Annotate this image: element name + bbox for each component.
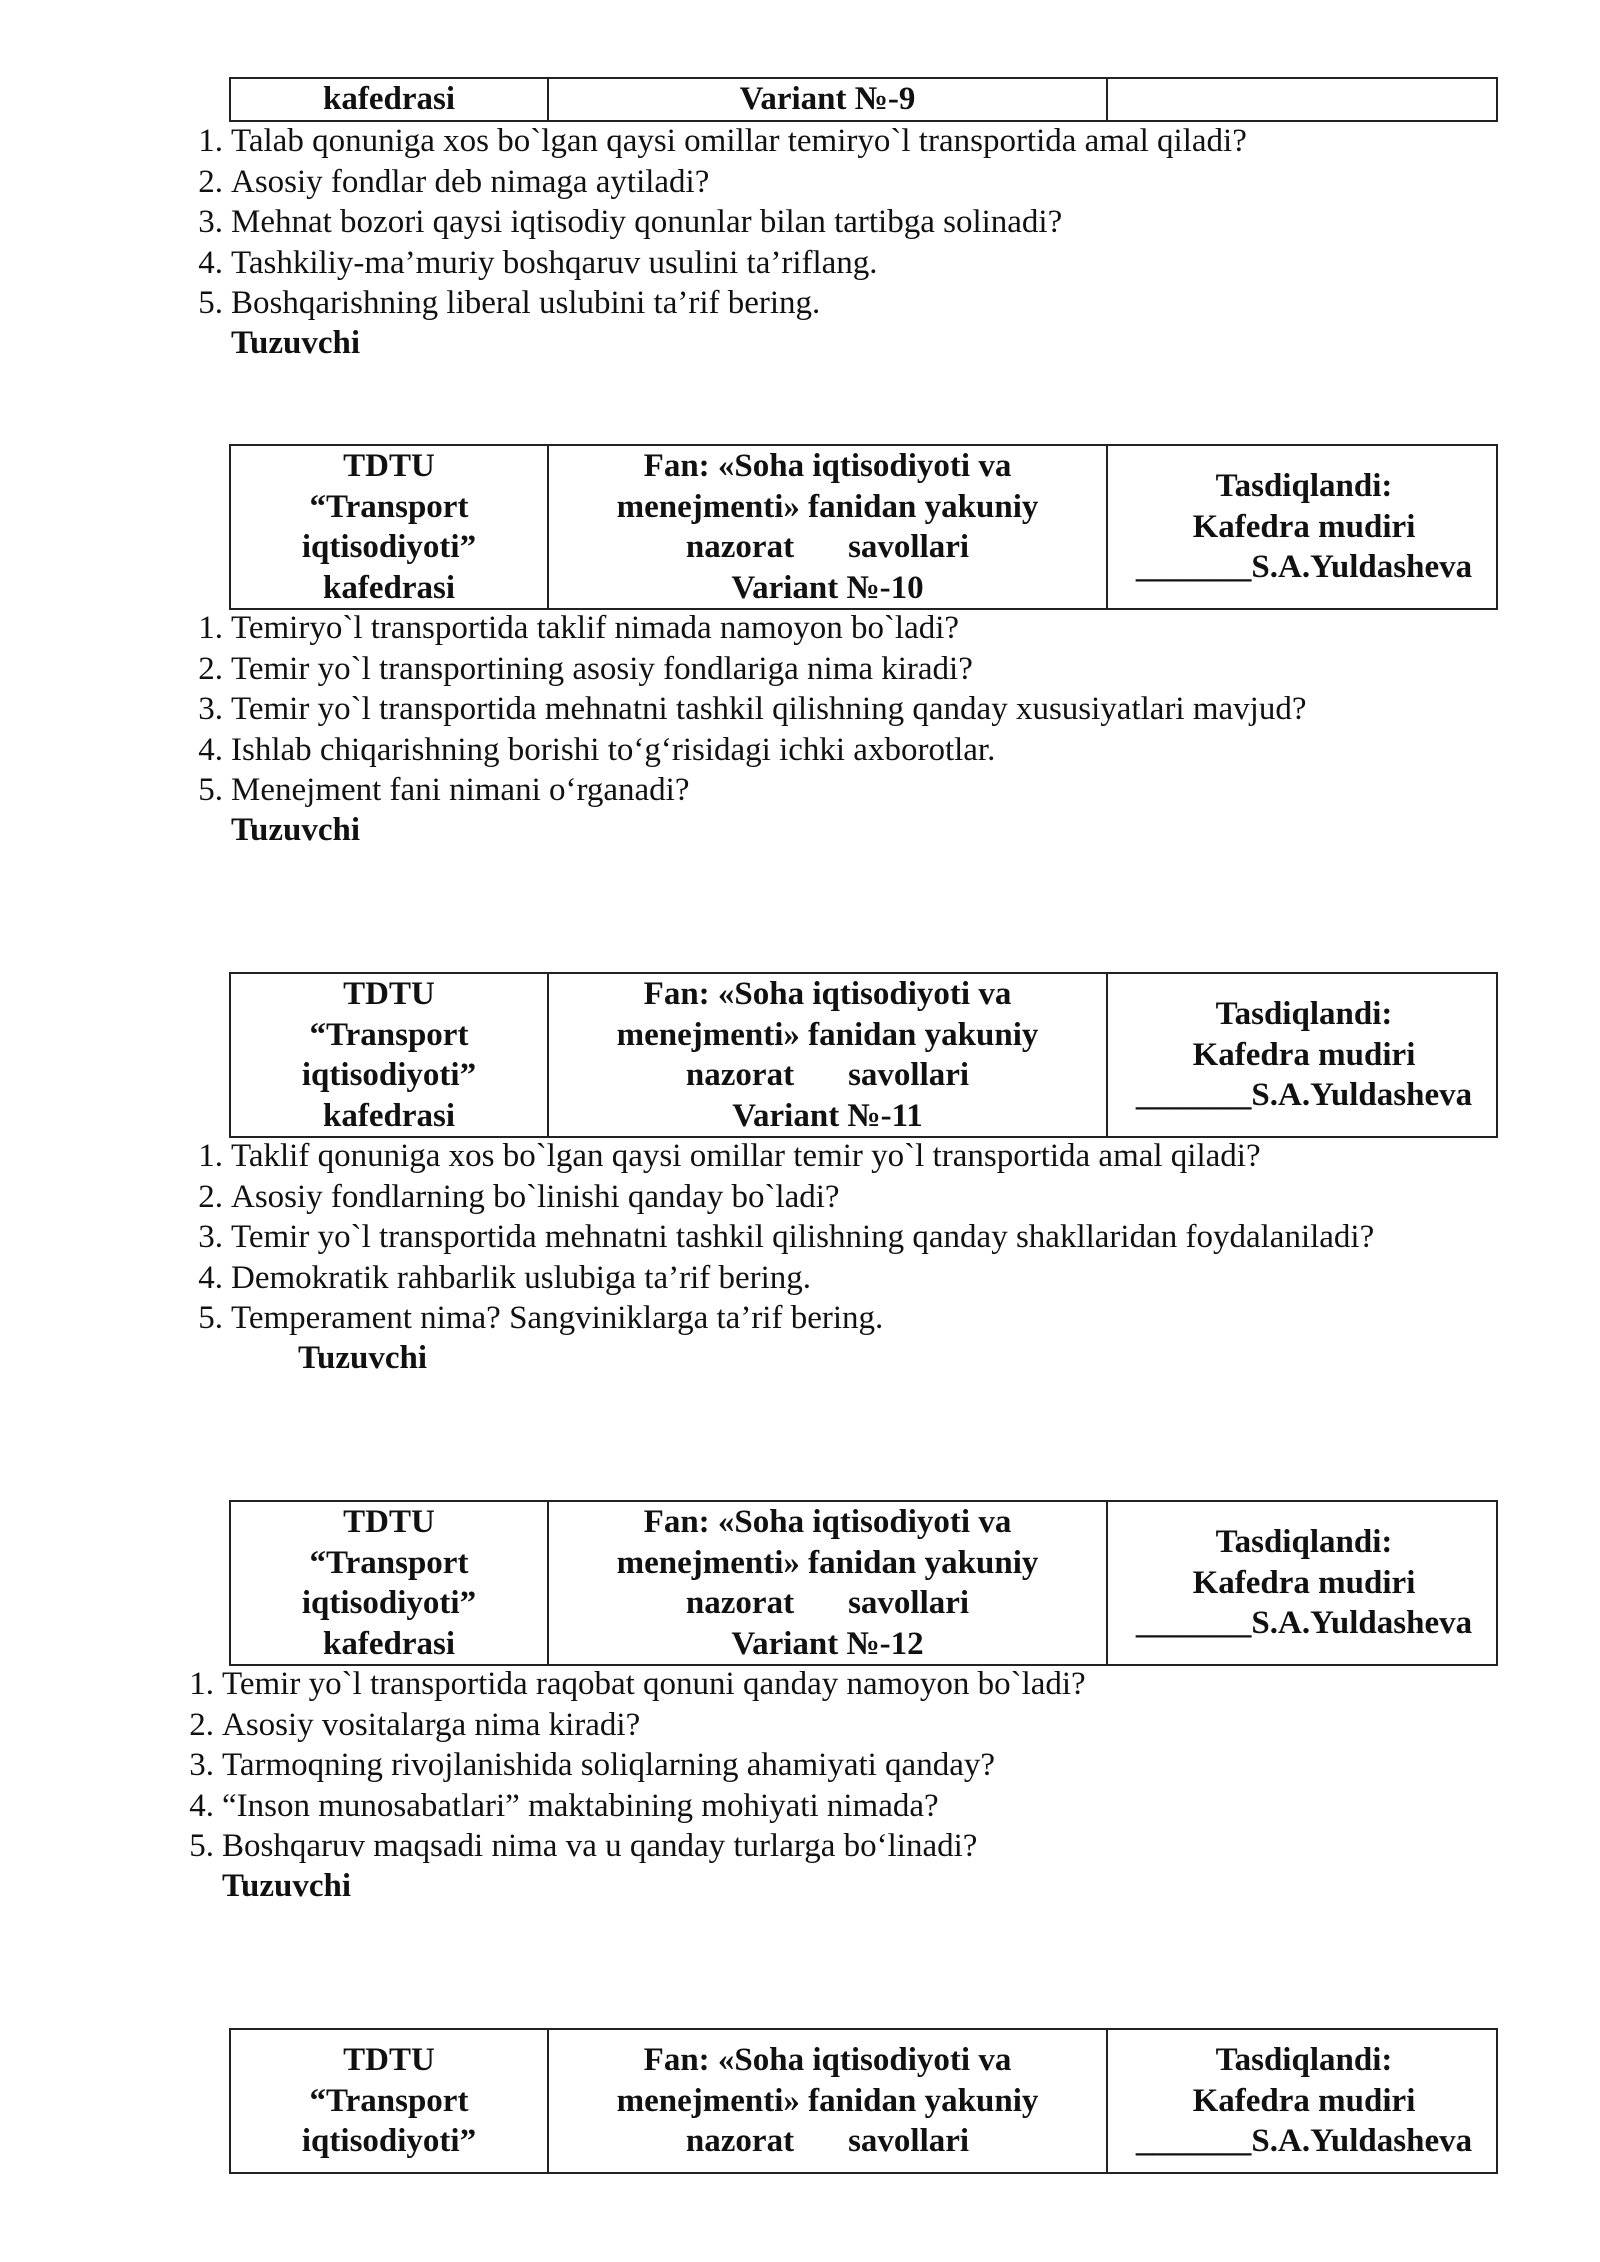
variant-9-header-table	[229, 77, 1498, 122]
question-item: 3. Mehnat bozori qaysi iqtisodiy qonunlar bilan tartibga solinadi?	[198, 204, 1063, 240]
subject-line1: Fan: «Soha iqtisodiyoti va	[643, 1504, 1012, 1540]
subject-line1: Fan: «Soha iqtisodiyoti va	[643, 2042, 1012, 2078]
question-list	[198, 608, 1307, 811]
question-item: 1. Temir yo`l transportida raqobat qonuni qanday namoyon bo`ladi?	[189, 1666, 1086, 1702]
approved-label: Tasdiqlandi:	[1215, 996, 1393, 1033]
variant-12-header-table	[229, 1500, 1498, 1666]
university-cell	[230, 1501, 548, 1665]
department-name-line1: “Transport	[309, 488, 469, 525]
university-cell	[230, 2029, 548, 2173]
question-list	[198, 121, 1247, 324]
department-name-line1: “Transport	[309, 1544, 469, 1581]
subject-line1: Fan: «Soha iqtisodiyoti va	[643, 448, 1012, 484]
question-item: 3. Temir yo`l transportida mehnatni tashkil qilishning qanday xususiyatlari mavjud?	[198, 691, 1307, 727]
university-cell	[230, 445, 548, 609]
variant-title-cell	[548, 78, 1107, 121]
question-item: 5. Temperament nima? Sangviniklarga ta’rif bering.	[198, 1300, 884, 1336]
variant-title: Variant №-11	[732, 1097, 923, 1134]
author-label: Tuzuvchi	[222, 1868, 352, 1904]
question-item: 4. “Inson munosabatlari” maktabining mohiyati nimada?	[189, 1787, 939, 1824]
department-name-line2: iqtisodiyoti”	[301, 529, 477, 565]
department-label: kafedrasi	[323, 1625, 455, 1662]
question-list	[198, 1136, 1375, 1339]
next-variant-header-table	[229, 2028, 1498, 2174]
head-of-department-label: Kafedra mudiri	[1192, 1036, 1416, 1073]
subject-cell	[548, 2029, 1107, 2173]
subject-line3: nazorat savollari	[685, 1585, 970, 1621]
subject-line2: menejmenti» fanidan yakuniy	[616, 1544, 1039, 1581]
question-item: 5. Boshqaruv maqsadi nima va u qanday turlarga bo‘linadi?	[189, 1828, 978, 1864]
variant-10-header-table	[229, 444, 1498, 610]
question-item: 1. Taklif qonuniga xos bo`lgan qaysi omillar temir yo`l transportida amal qiladi?	[198, 1138, 1261, 1174]
question-list	[189, 1664, 1086, 1867]
question-item: 5. Boshqarishning liberal uslubini ta’rif bering.	[198, 285, 821, 321]
question-item: 2. Asosiy fondlarning bo`linishi qanday bo`ladi?	[198, 1178, 840, 1215]
question-item: 4. Demokratik rahbarlik uslubiga ta’rif bering.	[198, 1259, 812, 1296]
question-item: 2. Asosiy fondlar deb nimaga aytiladi?	[198, 163, 710, 200]
university-name: TDTU	[343, 2042, 435, 2078]
question-item: 3. Temir yo`l transportida mehnatni tashkil qilishning qanday shakllaridan foydalaniladi?	[198, 1219, 1375, 1255]
subject-line2: menejmenti» fanidan yakuniy	[616, 488, 1039, 525]
university-name: TDTU	[343, 1504, 435, 1540]
question-item: 1. Talab qonuniga xos bo`lgan qaysi omillar temiryo`l transportida amal qiladi?	[198, 123, 1247, 159]
author-label: Tuzuvchi	[231, 325, 361, 361]
approved-label: Tasdiqlandi:	[1215, 468, 1393, 505]
subject-line3: nazorat savollari	[685, 2123, 970, 2159]
subject-line1: Fan: «Soha iqtisodiyoti va	[643, 976, 1012, 1012]
author-label: Tuzuvchi	[298, 1340, 428, 1376]
university-name: TDTU	[343, 448, 435, 484]
author-label: Tuzuvchi	[231, 812, 361, 848]
signature-line: _______S.A.Yuldasheva	[1135, 2123, 1473, 2159]
question-item: 2. Asosiy vositalarga nima kiradi?	[189, 1706, 641, 1743]
department-line: kafedrasi	[323, 81, 455, 117]
head-of-department-label: Kafedra mudiri	[1192, 2082, 1416, 2119]
variant-title: Variant №-10	[731, 569, 924, 606]
subject-line3: nazorat savollari	[685, 529, 970, 565]
variant-11-header-table	[229, 972, 1498, 1138]
question-item: 1. Temiryo`l transportida taklif nimada namoyon bo`ladi?	[198, 610, 960, 646]
approval-cell	[1107, 2029, 1497, 2173]
department-cell	[230, 78, 548, 121]
department-name-line2: iqtisodiyoti”	[301, 1585, 477, 1621]
question-item: 2. Temir yo`l transportining asosiy fondlariga nima kiradi?	[198, 650, 973, 687]
department-name-line2: iqtisodiyoti”	[301, 1057, 477, 1093]
signature-line: _______S.A.Yuldasheva	[1135, 1077, 1473, 1114]
variant-title: Variant №-12	[731, 1625, 924, 1662]
approval-cell	[1107, 445, 1497, 609]
subject-cell	[548, 973, 1107, 1137]
approved-label: Tasdiqlandi:	[1215, 1524, 1393, 1561]
subject-line2: menejmenti» fanidan yakuniy	[616, 2082, 1039, 2119]
university-name: TDTU	[343, 976, 435, 1012]
approval-cell	[1107, 973, 1497, 1137]
question-item: 4. Ishlab chiqarishning borishi to‘g‘risidagi ichki axborotlar.	[198, 731, 996, 768]
approved-label: Tasdiqlandi:	[1215, 2042, 1393, 2078]
question-item: 4. Tashkiliy-ma’muriy boshqaruv usulini ta’riflang.	[198, 244, 878, 281]
subject-cell	[548, 445, 1107, 609]
department-name-line1: “Transport	[309, 1016, 469, 1053]
question-item: 3. Tarmoqning rivojlanishida soliqlarning ahamiyati qanday?	[189, 1747, 996, 1783]
university-cell	[230, 973, 548, 1137]
head-of-department-label: Kafedra mudiri	[1192, 1564, 1416, 1601]
subject-cell	[548, 1501, 1107, 1665]
approval-cell	[1107, 1501, 1497, 1665]
department-name-line1: “Transport	[309, 2082, 469, 2119]
variant-title: Variant №-9	[739, 81, 916, 117]
signature-line: _______S.A.Yuldasheva	[1135, 1605, 1473, 1642]
signature-line: _______S.A.Yuldasheva	[1135, 549, 1473, 586]
subject-line2: menejmenti» fanidan yakuniy	[616, 1016, 1039, 1053]
department-label: kafedrasi	[323, 569, 455, 606]
subject-line3: nazorat savollari	[685, 1057, 970, 1093]
head-of-department-label: Kafedra mudiri	[1192, 508, 1416, 545]
department-name-line2: iqtisodiyoti”	[301, 2123, 477, 2159]
question-item: 5. Menejment fani nimani o‘rganadi?	[198, 772, 690, 808]
department-label: kafedrasi	[323, 1097, 455, 1134]
approval-cell-empty	[1107, 78, 1497, 121]
